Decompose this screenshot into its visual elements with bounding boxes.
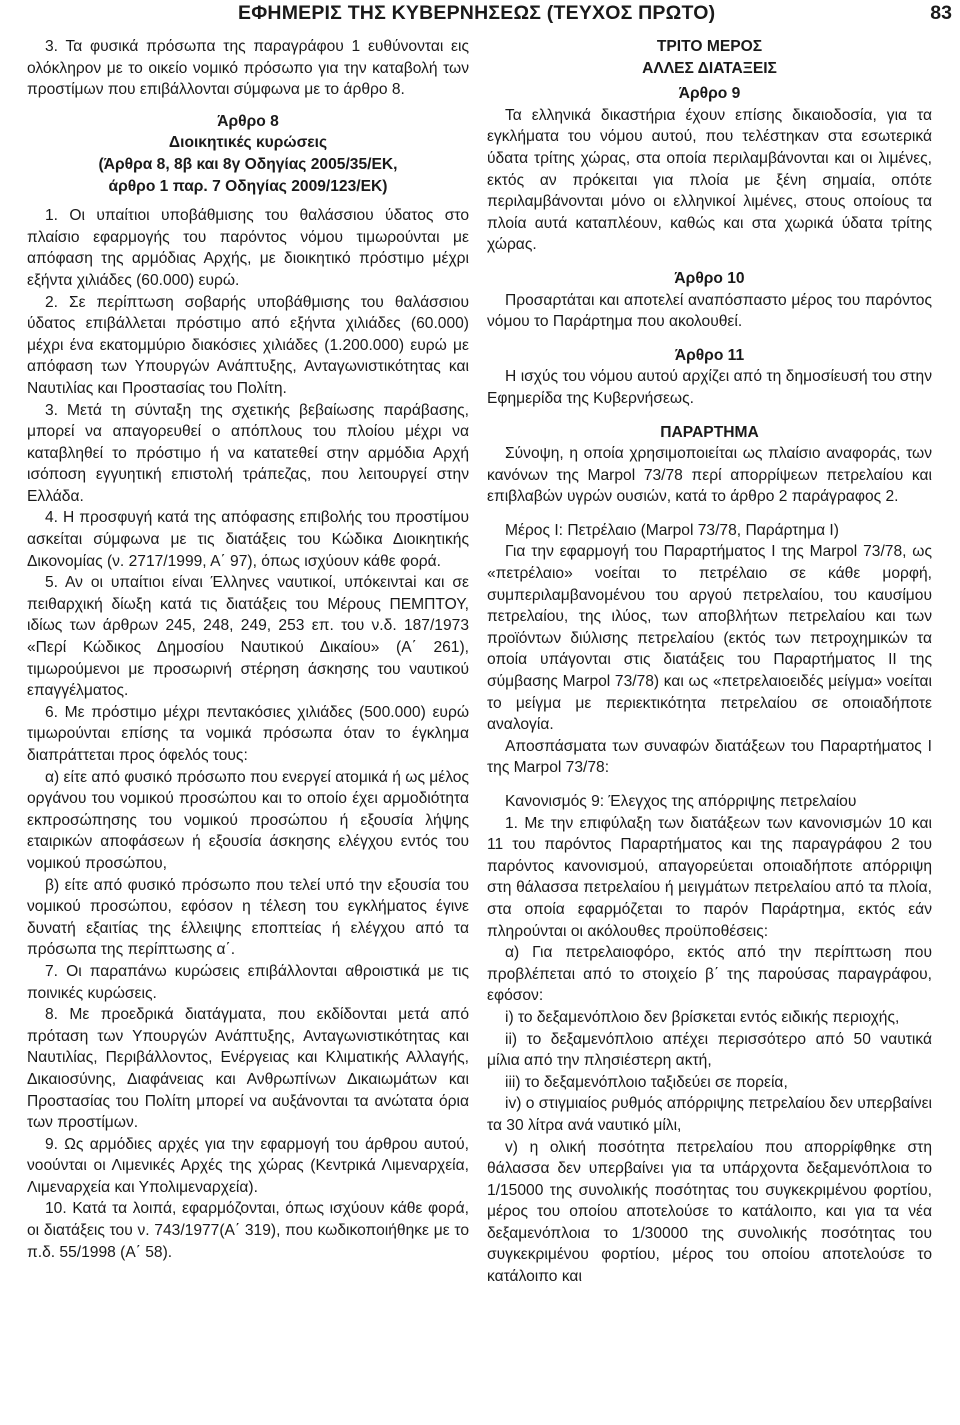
paragraph-art8-9: 9. Ως αρμόδιες αρχές για την εφαρμογή του άρθρου αυτού, νοούνται οι Λιμενικές Αρχές της χώρας (Κεντρικά Λιμεναρχεία, Λιμεναρχεία και Υπολιμεναρχεία).: [27, 1135, 469, 1196]
regulation-9-item-a-v: v) η ολική ποσότητα πετρελαίου που απορρίφθηκε στη θάλασσα δεν υπερβαίνει για τα υπάρχοντα δεξαμενόπλοια το 1/15000 της συνολικής ποσότητας του συγκεκριμένου φορτίου, μέρος του οποίου αποτελούσε το κατάλοιπο, και για τα νέα δεξαμενόπλοια το 1/30000 της συνολικής ποσότητας του συγκεκριμένου φορτίου, μέρος του οποίου αποτελούσε το κατάλοιπο και: [487, 1138, 932, 1286]
regulation-9-item-a-ii: ii) το δεξαμενόπλοιο απέχει περισσότερο από 50 ναυτικά μίλια από την πλησιέστερη ακτή,: [487, 1030, 932, 1070]
annex-title: ΠΑΡΑΡΤΗΜΑ: [660, 423, 759, 441]
article-8-title: Άρθρο 8: [217, 112, 279, 130]
page-number: 83: [930, 2, 952, 24]
paragraph-art8-10: 10. Κατά τα λοιπά, εφαρμόζονται, όπως ισχύουν κάθε φορά, οι διατάξεις του ν. 743/1977(Α΄ 319), που κωδικοποιήθηκε με το π.δ. 55/1998 (Α΄ 58).: [27, 1200, 469, 1261]
paragraph-art8-5: 5. Αν οι υπαίτιοι είναι Έλληνες ναυτικοί, υπόκειντai και σε πειθαρχική δίωξη κατά τις διατάξεις του Μέρους ΠΕΜΠΤΟΥ, ιδίως των άρθρων 245, 248, 249, 253 επ. του ν.δ. 187/1973 «Περί Κώδικος Δημοσίου Ναυτικού Δικαίου» (Α΄ 261), τιμωρούμενοι με προσωρινή στέρηση άσκησης του ναυτικού επαγγέλματος.: [27, 574, 469, 700]
article-8-reference-2: άρθρο 1 παρ. 7 Οδηγίας 2009/123/ΕΚ): [108, 177, 388, 195]
article-11-title: Άρθρο 11: [674, 346, 745, 364]
part-three-subtitle: ΑΛΛΕΣ ΔΙΑΤΑΞΕΙΣ: [642, 59, 777, 77]
paragraph-art8-6: 6. Με πρόστιμο μέχρι πεντακόσιες χιλιάδες (500.000) ευρώ τιμωρούνται επίσης τα νομικά πρόσωπα όταν το έγκλημα διαπράττεται προς όφελός τους:: [27, 703, 469, 764]
page-header: [0, 0, 960, 34]
left-column: [27, 36, 469, 1263]
regulation-9-item-a-iv: iv) ο στιγμιαίος ρυθμός απόρριψης πετρελαίου δεν υπερβαίνει τα 30 λίτρα ανά ναυτικό μίλι,: [487, 1095, 932, 1134]
paragraph-art8-6b: β) είτε από φυσικό πρόσωπο που τελεί υπό την εξουσία του νομικού προσώπου, εφόσον η τέλεση του εγκλήματος έγινε δυνατή εξαιτίας της έλλειψης εποπτείας ή ελέγχου από τα πρόσωπα της περίπτωσης α΄.: [27, 876, 469, 959]
paragraph-art8-6a: α) είτε από φυσικό πρόσωπο που ενεργεί ατομικά ή ως μέλος οργάνου του νομικού προσώπου και το οποίο έχει αρμοδιότητα εκπροσώπησης του νομικού προσώπου ή εξουσία λήψης εταιρικών αποφάσεων ή εξουσία άσκησης ελέγχου εντός του νομικού προσώπου,: [27, 768, 469, 872]
regulation-9-paragraph-1: 1. Με την επιφύλαξη των διατάξεων των κανονισμών 10 και 11 του παρόντος Παραρτήματος και της παραγράφου 2 του παρόντος κανονισμού, απαγορεύεται οποιαδήποτε απόρριψη στη θάλασσα πετρελαίου ή μειγμάτων πετρελαίου από τα πλοία, στα οποία εφαρμόζεται το παρόν Παράρτημα, εκτός εάν πληρούνται οι ακόλουθες προϋποθέσεις:: [487, 814, 932, 940]
article-9-text: Τα ελληνικά δικαστήρια έχουν επίσης δικαιοδοσία, για τα εγκλήματα του νόμου αυτού, που τελέστηκαν στα εσωτερικά ύδατα τρίτης χώρας, στα οποία περιλαμβάνονται και οι λιμένες, εκτός αν πρόκειται για πλοία με ξένη σημαία, οπότε περιλαμβάνονται μόνο οι ελληνικοί λιμένες, στους οποίους τα πλοία αυτά καταπλέουν, καθώς και στα χωρικά ύδατα τρίτης χώρας.: [487, 106, 932, 254]
article-9-title: Άρθρο 9: [678, 85, 741, 103]
excerpts-intro: Αποσπάσματα των συναφών διατάξεων του Παραρτήματος Ι της Marpol 73/78:: [487, 737, 932, 777]
paragraph-art8-1: 1. Οι υπαίτιοι υποβάθμισης του θαλάσσιου ύδατος στο πλαίσιο εφαρμογής του παρόντος νόμου τιμωρούνται με απόφαση της αρμόδιας Αρχής, με διοικητικό πρόστιμο μέχρι εξήντα χιλιάδες (60.000) ευρώ.: [27, 207, 469, 289]
article-8-reference-1: (Άρθρα 8, 8β και 8γ Οδηγίας 2005/35/ΕΚ,: [98, 155, 398, 173]
paragraph-art8-3: 3. Μετά τη σύνταξη της σχετικής βεβαίωσης παράβασης, μπορεί να απαγορευθεί ο απόπλους του πλοίου μέχρι να καταβληθεί το πρόστιμο ή να κατατεθεί στην αρμόδια Αρχή ισόποση εγγυητική επιστολή τράπεζας, που λειτουργεί στην Ελλάδα.: [27, 401, 469, 505]
article-8-heading: [27, 111, 469, 197]
part-one-heading: Μέρος Ι: Πετρέλαιο (Marpol 73/78, Παράρτημα Ι): [505, 521, 839, 539]
paragraph-art8-8: 8. Με προεδρικά διατάγματα, που εκδίδονται μετά από πρόταση των Υπουργών Ανάπτυξης, Ανταγωνιστικότητας και Ναυτιλίας, Περιβάλλοντος, Ενέργειας και Κλιματικής Αλλαγής, Δικαιοσύνης, Διαφάνειας και Ανθρωπίνων Δικαιωμάτων και Προστασίας του Πολίτη μπορεί να αυξάνονται τα ανώτατα όρια των προστίμων.: [27, 1006, 469, 1132]
regulation-9-item-a-i: i) το δεξαμενόπλοιο δεν βρίσκεται εντός ειδικής περιοχής,: [505, 1008, 900, 1026]
article-10-text: Προσαρτάται και αποτελεί αναπόσπαστο μέρος του παρόντος νόμου το Παράρτημα που ακολουθεί.: [487, 291, 932, 331]
annex-intro: Σύνοψη, η οποία χρησιμοποιείται ως πλαίσιο αναφοράς, των κανόνων της Marpol 73/78 περί απορρίψεων πετρελαίου και επιβλαβών υγρών ουσιών, κατά το άρθρο 2 παράγραφος 2.: [487, 445, 932, 506]
article-11-text: Η ισχύς του νόμου αυτού αρχίζει από τη δημοσίευσή του στην Εφημερίδα της Κυβερνήσεως.: [487, 368, 932, 407]
part-three-title: ΤΡΙΤΟ ΜΕΡΟΣ: [656, 38, 763, 55]
regulation-9-heading: Κανονισμός 9: Έλεγχος της απόρριψης πετρελαίου: [505, 793, 857, 810]
regulation-9-item-a-iii: iii) το δεξαμενόπλοιο ταξιδεύει σε πορεία,: [505, 1073, 788, 1091]
paragraph-art8-4: 4. Η προσφυγή κατά της απόφασης επιβολής του προστίμου ασκείται σύμφωνα με τις διατάξεις του Κώδικα Διοικητικής Δικονομίας (ν. 2717/1999, Α΄ 97), όπως ισχύουν κάθε φορά.: [27, 509, 469, 570]
right-column: [487, 36, 932, 1288]
regulation-9-item-a: α) Για πετρελαιοφόρο, εκτός από την περίπτωση που προβλέπεται από το στοιχείο β΄ της παρούσας παραγράφου, εφόσον:: [487, 944, 932, 1005]
paragraph-art8-7: 7. Οι παραπάνω κυρώσεις επιβάλλονται αθροιστικά με τις ποινικές κυρώσεις.: [27, 962, 469, 1002]
paragraph-art8-2: 2. Σε περίπτωση σοβαρής υποβάθμισης του θαλάσσιου ύδατος επιβάλλεται πρόστιμο από εξήντα χιλιάδες (60.000) μέχρι ένα εκατομμύριο διακόσιες χιλιάδες (1.200.000) ευρώ με απόφαση των Υπουργών Ανάπτυξης, Ανταγωνιστικότητας και Ναυτιλίας και Προστασίας του Πολίτη.: [27, 293, 469, 397]
journal-title: ΕΦΗΜΕΡΙΣ ΤΗΣ ΚΥΒΕΡΝΗΣΕΩΣ (ΤΕΥΧΟΣ ΠΡΩΤΟ): [238, 2, 716, 24]
part-one-text: Για την εφαρμογή του Παραρτήματος Ι της Marpol 73/78, ως «πετρέλαιο» νοείται το πετρέλαιο σε κάθε μορφή, συμπεριλαμβανομένου του αργού πετρελαίου, του καυσίμου πετρελαίου, της ιλύος, των αποβλήτων πετρελαίου και των προϊόντων διύλισης πετρελαίου (εκτός των πετροχημικών τα οποία υπάγονται στις διατάξεις του Παραρτήματος ΙΙ της σύμβασης Marpol 73/78) και ως «πετρελαιοειδές μείγμα» νοείται το μείγμα με περιεκτικότητα πετρελαίου σε οποιαδήποτε αναλογία.: [487, 543, 932, 734]
paragraph-art7-3: 3. Τα φυσικά πρόσωπα της παραγράφου 1 ευθύνονται εις ολόκληρον με το οικείο νομικό πρόσωπο για την καταβολή των προστίμων που επιβάλλονται σύμφωνα με το άρθρο 8.: [27, 38, 469, 99]
article-8-subtitle: Διοικητικές κυρώσεις: [168, 134, 328, 152]
article-10-title: Άρθρο 10: [674, 269, 745, 287]
